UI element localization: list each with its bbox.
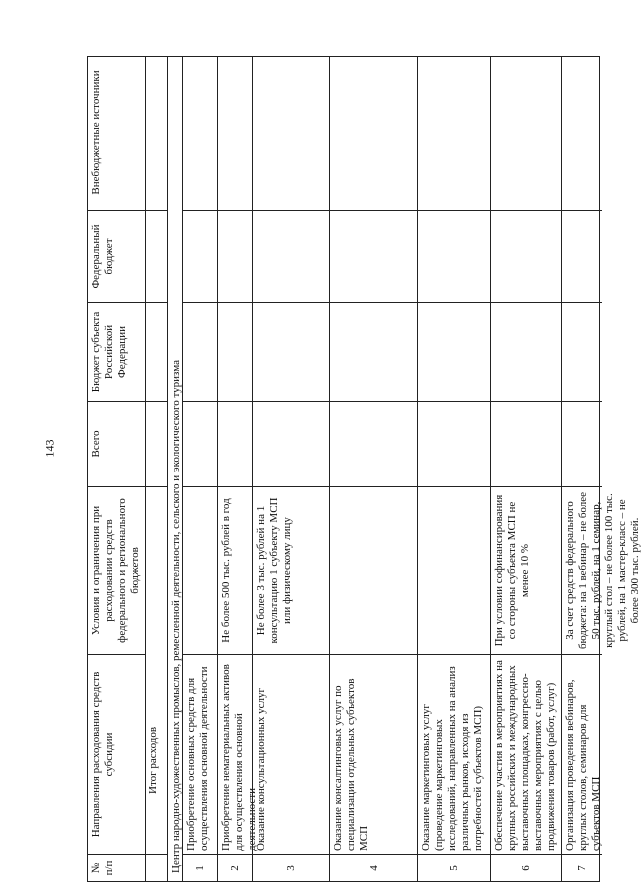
row-total: [183, 402, 218, 487]
row-extra: [491, 55, 562, 211]
row-num: 3: [285, 865, 298, 871]
row-extra: [562, 55, 602, 211]
cell: [146, 303, 168, 402]
row-total: [330, 402, 418, 487]
section-title: Центр народно-художественных промыслов, ремесленной деятельности, сельского и экологического туризма: [169, 360, 182, 873]
row-conditions: [418, 487, 491, 655]
cell: [146, 487, 168, 655]
table-row: [182, 57, 218, 881]
row-regional: [330, 303, 418, 402]
row-regional: [218, 303, 253, 402]
header-total: Всего: [88, 402, 145, 487]
row-conditions: При условии софинансирования со стороны субъекта МСП не менее 10 %: [491, 487, 562, 655]
row-conditions: Не более 3 тыс. рублей на 1 консультацию 1 субъекту МСП или физическому лицу: [253, 487, 330, 655]
row-total: [491, 402, 562, 487]
row-extra: [330, 55, 418, 211]
section-row: [167, 57, 183, 881]
table-row: [561, 57, 641, 881]
row-federal: [183, 211, 218, 303]
row-num: 2: [229, 865, 242, 871]
row-num: 6: [520, 865, 533, 871]
row-direction: Оказание консультационных услуг: [253, 655, 330, 855]
row-num: 5: [448, 865, 461, 871]
row-total: [562, 402, 602, 487]
cell: [146, 55, 168, 211]
cell: [146, 211, 168, 303]
page-number: 143: [42, 439, 57, 458]
row-regional: [418, 303, 491, 402]
row-direction: Оказание консалтинговых услуг по специализации отдельных субъектов МСП: [330, 655, 418, 855]
header-direction: Направления расходования средств субсидии: [88, 655, 145, 855]
row-direction: Приобретение основных средств для осуществления основной деятельности: [183, 655, 218, 855]
row-num: 4: [367, 865, 380, 871]
cell: [146, 402, 168, 487]
row-federal: [253, 211, 330, 303]
row-total: [418, 402, 491, 487]
row-federal: [418, 211, 491, 303]
header-num: № п/п: [90, 860, 115, 876]
header-federal-budget: Федеральный бюджет: [88, 211, 145, 303]
row-regional: [491, 303, 562, 402]
row-conditions: [183, 487, 218, 655]
row-total: [218, 402, 253, 487]
row-extra: [183, 55, 218, 211]
table-row: [252, 57, 330, 881]
row-federal: [562, 211, 602, 303]
table-row: [490, 57, 562, 881]
row-direction: Оказание маркетинговых услуг (проведение маркетинговых исследований, направленных на анализ различных рынков, исходя из потребностей субъектов МСП): [418, 655, 491, 855]
row-extra: [418, 55, 491, 211]
table-row: [329, 57, 418, 881]
header-regional-budget: Бюджет субъекта Российской Федерации: [88, 303, 145, 402]
total-row-label: Итог расходов: [146, 655, 168, 855]
row-regional: [253, 303, 330, 402]
budget-table: [87, 56, 641, 882]
row-total: [253, 402, 330, 487]
total-row: [145, 57, 168, 881]
row-direction: Обеспечение участия в мероприятиях на крупных российских и международных выставочных площадках, конгрессно-выставочных мероприятиях с целью продвижения товаров (работ, услуг): [491, 655, 562, 855]
row-conditions: [330, 487, 418, 655]
table-header-row: [88, 57, 145, 881]
row-num: 7: [575, 865, 588, 871]
row-federal: [491, 211, 562, 303]
row-regional: [183, 303, 218, 402]
row-direction: Организация проведения вебинаров, круглых столов, семинаров для субъектов МСП: [562, 655, 602, 855]
header-conditions: Условия и ограничения при расходовании средств федерального и регионального бюджетов: [88, 487, 145, 655]
row-regional: [562, 303, 602, 402]
row-direction: Приобретение нематериальных активов для осуществления основной деятельности: [218, 655, 253, 855]
table-row: [217, 57, 258, 881]
header-extrabudgetary: Внебюджетные источники: [88, 55, 145, 211]
row-extra: [253, 55, 330, 211]
row-num: 1: [194, 865, 207, 871]
row-conditions: Не более 500 тыс. рублей в год: [218, 487, 253, 655]
row-conditions: За счет средств федерального бюджета: на 1 вебинар – не более 50 тыс. рублей, на 1 семинар, круглый стол – не более 100 тыс. рублей, на 1 мастер-класс – не более 300 тыс. рублей.: [562, 487, 602, 655]
row-federal: [218, 211, 253, 303]
table-row: [417, 57, 491, 881]
row-extra: [218, 55, 253, 211]
row-federal: [330, 211, 418, 303]
